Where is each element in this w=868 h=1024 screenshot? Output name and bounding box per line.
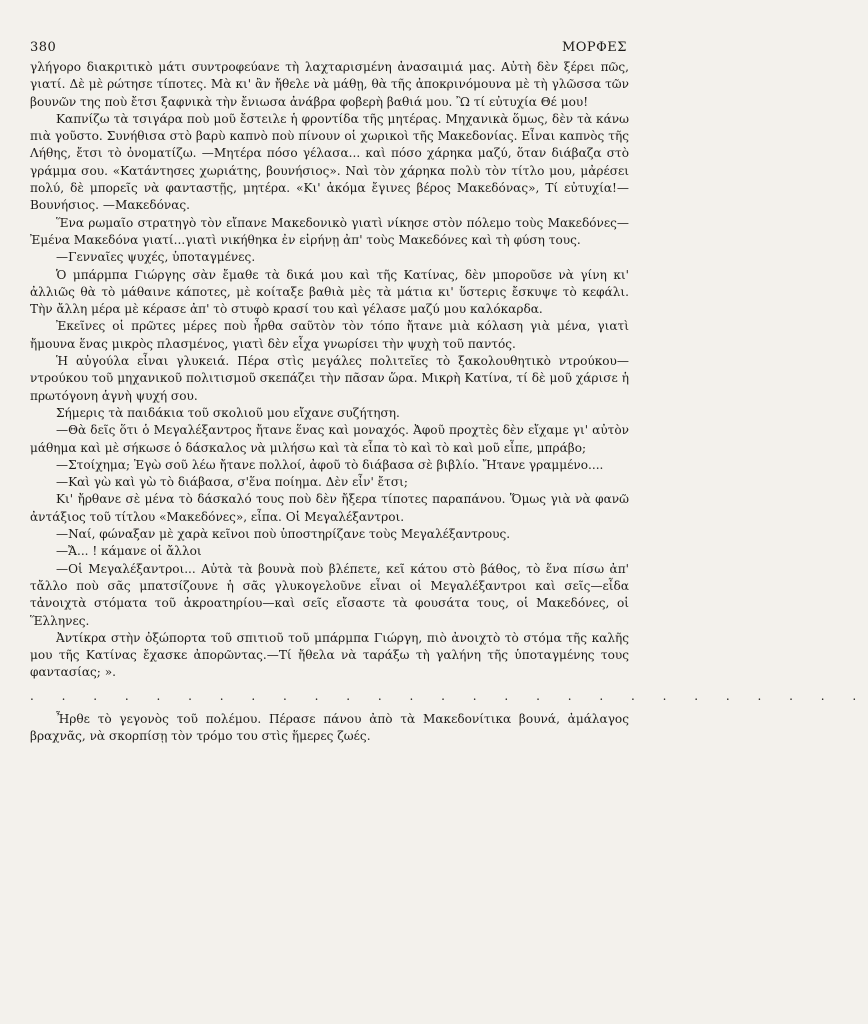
paragraph: Ἡ αὐγούλα εἶναι γλυκειά. Πέρα στὶς μεγάλες πολιτεῖες τὸ ξακολουθητικὸ ντρούκου—ντρούκου τοῦ μηχανικοῦ πολιτισμοῦ σκεπάζει τὴν πᾶσαν ὥρα. Μικρὴ Κατίνα, τί δὲ μοῦ χάρισε ἡ πρωτόγονη ἁγνὴ ψυχή σου. — [30, 354, 629, 403]
paragraph: —Θὰ δεῖς ὅτι ὁ Μεγαλέξαντρος ἤτανε ἕνας καὶ μοναχός. Ἀφοῦ προχτὲς δὲν εἴχαμε γι' αὐτὸν μάθημα καὶ μὲ σήκωσε ὁ δάσκαλος νὰ μιλήσω καὶ τὰ εἶπα τὸ καὶ τὸ καὶ μοῦ εἶπε, μπράβο; — [30, 423, 629, 455]
paragraph: Ἀντίκρα στὴν ὀξώπορτα τοῦ σπιτιοῦ τοῦ μπάρμπα Γιώργη, πιὸ ἀνοιχτὸ τὸ στόμα τῆς καλῆς μου τῆς Κατίνας ἔχασκε ἀπορῶντας.—Τί ἤθελα νὰ ταράξω τὴ γαλήνη τῆς ὑποταγμένης τους φαντασίας; ». — [30, 630, 629, 680]
section-separator: . . . . . . . . . . . . . . . . . . . . . . . . . . . — [30, 688, 868, 703]
body-text — [30, 59, 868, 746]
running-title: ΜΟΡΦΕΣ — [561, 40, 627, 55]
paragraph: —Καὶ γὼ καὶ γὼ τὸ διάβασα, σ'ἕνα ποίημα. Δὲν εἶν' ἔτσι; — [56, 475, 408, 490]
page-header — [30, 40, 629, 55]
paragraph: —Ναί, φώναξαν μὲ χαρὰ κεῖνοι ποὺ ὑποστηρίζανε τοὺς Μεγαλέξαντρους. — [56, 527, 511, 542]
paragraph: Ἐκεῖνες οἱ πρῶτες μέρες ποὺ ἦρθα σαῦτὸν τὸν τόπο ἤτανε μιὰ κόλαση γιὰ μένα, γιατὶ ἤμουνα ἕνας μικρὸς πλασμένος, γιατὶ δὲν εἶχα γνωρίσει τὴν ψυχὴ τοῦ παντός. — [30, 319, 629, 351]
paragraph: Καπνίζω τὰ τσιγάρα ποὺ μοῦ ἔστειλε ἡ φροντίδα τῆς μητέρας. Μηχανικὰ ὅμως, δὲν τὰ κάνω πιὰ γοῦστο. Συνήθισα στὸ βαρὺ καπνὸ ποὺ πίνουν οἱ χωρικοὶ τῆς Μακεδονίας. Εἶναι καπνὸς τῆς Λήθης, ἔτσι τὸ ὀνοματίζω. —Μητέρα πόσο γέλασα... καὶ πόσο χάρηκα μαζύ, ὅταν διάβαζα στὸ γράμμα σου. «Κατάντησες χωριάτης, βουνήσιος». Ναὶ τὸν χάρηκα πολὺ τὸν τίτλο μου, μἀρέσει πολύ, δὲ μπορεῖς νὰ φανταστῇς, μητέρα. «Κι' ἀκόμα ἔγινες βέρος Μακεδόνας», Τί εὐτυχία!—Βουνήσιος. —Μακεδόνας. — [30, 111, 629, 213]
paragraph: —Ἄ... ! κάμανε οἱ ἄλλοι — [56, 544, 202, 559]
closing-paragraph: Ἦρθε τὸ γεγονὸς τοῦ πολέμου. Πέρασε πάνου ἀπὸ τὰ Μακεδονίτικα βουνά, ἀμάλαγος βραχνᾶς, νὰ σκορπίσῃ τὸν τρόμο του στὶς ἥμερες ζωές. — [30, 711, 629, 744]
paragraph: —Οἱ Μεγαλέξαντροι... Αὐτὰ τὰ βουνὰ ποὺ βλέπετε, κεῖ κάτου στὸ βάθος, τὸ ἕνα πίσω ἀπ' τἄλλο ποὺ σᾶς μπατσίζουνε ἡ σᾶς γλυκογελοῦνε εἶναι οἱ Μεγαλέξαντροι καὶ σεῖς—εἶδα τἀνοιχτὰ στόματα τοῦ ἀκροατηρίου—καὶ σεῖς εἴσαστε τὰ φουσάτα τους, οἱ Μακεδόνες, οἱ Ἕλληνες. — [30, 561, 629, 628]
paragraph: Ὁ μπάρμπα Γιώργης σὰν ἔμαθε τὰ δικά μου καὶ τῆς Κατίνας, δὲν μποροῦσε νὰ γίνη κι' ἀλλιῶς θὰ τὸ μάθαινε κάποτες, μὲ κοίταξε βαθιὰ μὲς τὰ μάτια κι' ὕστερις ἔσκυψε τὸ κεφάλι. Τὴν ἄλλη μέρα μὲ κέρασε ἀπ' τὸ στυφὸ κρασί του καὶ γέλασε μαζύ μου καλόκαρδα. — [30, 267, 629, 317]
paragraph: Σήμερις τὰ παιδάκια τοῦ σκολιοῦ μου εἴχανε συζήτηση. — [56, 405, 400, 420]
paragraph: Ἕνα ρωμαῖο στρατηγὸ τὸν εἴπανε Μακεδονικὸ γιατὶ νίκησε στὸν πόλεμο τοὺς Μακεδόνες—Ἐμένα Μακεδόνα γιατί...γιατὶ νικήθηκα ἐν εἰρήνῃ ἀπ' τοὺς Μακεδόνες καὶ τὴ φύση τους. — [30, 215, 629, 247]
paragraph: —Γενναῖες ψυχές, ὑποταγμένες. — [56, 250, 256, 265]
page-number: 380 — [30, 40, 57, 55]
paragraph: —Στοίχημα; Ἐγὼ σοῦ λέω ἤτανε πολλοί, ἀφοῦ τὸ διάβασα σὲ βιβλίο. Ἤτανε γραμμένο.... — [56, 457, 604, 472]
paragraph: γλήγορο διακριτικὸ μάτι συντροφεύανε τὴ λαχταρισμένη ἀνασαιμιά μας. Αὐτὴ δὲν ξέρει πῶς, γιατί. Δὲ μὲ ρώτησε τίποτες. Μὰ κι' ἂν ἤθελε νὰ μάθῃ, θὰ τῆς ἀποκρινόμουνα μὲ τὴ γλῶσσα τῶν βουνῶν της ποὺ ἔτσι ξαφνικὰ τὴν ἔνιωσα ἀνάβρα φοβερὴ βαθιά μου. Ὢ τί εὐτυχία Θέ μου! — [30, 60, 629, 109]
paragraph: Κι' ἤρθανε σὲ μένα τὸ δάσκαλό τους ποὺ δὲν ἤξερα τίποτες παραπάνου. Ὅμως γιὰ νὰ φανῶ ἀντάξιος τοῦ τίτλου «Μακεδόνες», εἶπα. Οἱ Μεγαλέξαντροι. — [30, 492, 629, 524]
